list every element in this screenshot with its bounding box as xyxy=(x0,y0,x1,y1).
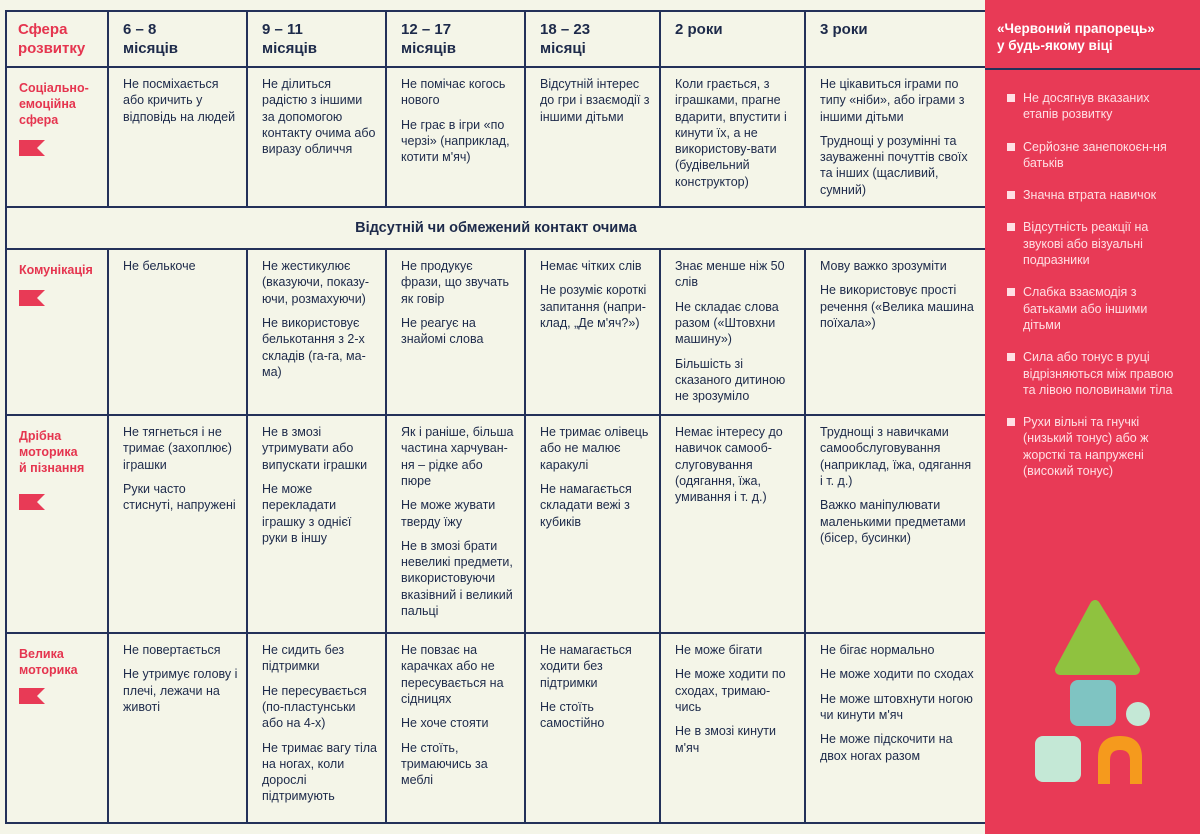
cell-text: Не белькоче xyxy=(123,259,196,274)
header-age-6-8 xyxy=(108,11,247,67)
table-cell xyxy=(660,415,805,633)
cell-text: Коли грається, з іграшками, прагне вдарити, впустити і кинути їх, а не використову-вати (будівельний конструктор) xyxy=(675,77,787,189)
list-item-text: Рухи вільні та гнучкі (низький тонус) або ж жорсткі та напружені (високий тонус) xyxy=(1023,415,1149,479)
cell-text: Не стоїть, тримаючись за меблі xyxy=(401,740,488,788)
table-cell xyxy=(525,633,660,823)
cell-text: Важко маніпулювати маленькими предметами (бісер, бусинки) xyxy=(820,498,966,545)
table-cell xyxy=(805,633,986,823)
bullet-icon xyxy=(1007,418,1015,426)
header-sphere xyxy=(6,11,108,67)
table-cell xyxy=(108,415,247,633)
cell-text: Відсутній інтерес до гри і взаємодії з іншими дітьми xyxy=(540,77,650,124)
list-item-text: Не досягнув вказаних етапів розвитку xyxy=(1023,91,1150,122)
header-age-9-11 xyxy=(247,11,386,67)
table-cell xyxy=(386,633,525,823)
table-cell xyxy=(247,67,386,207)
list-item xyxy=(1007,139,1187,172)
cell-text: Не може ходити по сходах, тримаю-чись xyxy=(675,667,786,714)
cell-text: Не тримає вагу тіла на ногах, коли дорослі підтримують xyxy=(262,740,377,804)
cell-text: Не сидить без підтримки xyxy=(262,643,345,674)
header-age-line2: місяців xyxy=(262,40,317,57)
table-cell xyxy=(386,67,525,207)
table-cell xyxy=(108,633,247,823)
table-cell xyxy=(108,249,247,415)
cell-text: Більшість зі сказаного дитиною не зрозуміло xyxy=(675,356,786,404)
row-label: Соціально- xyxy=(19,81,89,95)
sidebar-title-line2: у будь-якому віці xyxy=(997,38,1113,53)
header-age-line2: місяців xyxy=(401,40,456,57)
table-cell xyxy=(108,67,247,207)
cell-text: Не розуміє короткі запитання (напри-клад, „Де м'яч?») xyxy=(540,283,647,330)
row-label: Комунікація xyxy=(19,263,93,278)
row-label: моторика xyxy=(19,663,78,678)
square-shape xyxy=(1035,736,1081,782)
cell-text: Не реагує на знайомі слова xyxy=(401,315,484,347)
sidebar-divider xyxy=(985,68,1200,70)
cell-text: Не може ходити по сходах xyxy=(820,667,974,682)
table-cell xyxy=(525,415,660,633)
cell-text: Не посміхається або кричить у відповідь на людей xyxy=(123,77,236,124)
table-cell xyxy=(247,633,386,823)
cell-text: Труднощі з навичками самообслуговування (наприклад, їжа, одягання і т. д.) xyxy=(820,425,972,488)
table-cell xyxy=(660,67,805,207)
list-item-text: Значна втрата навичок xyxy=(1023,188,1157,203)
bullet-icon xyxy=(1007,143,1015,151)
header-age-line1: 6 – 8 xyxy=(123,21,157,38)
cell-text: Не може бігати xyxy=(675,643,763,658)
row-label-cell xyxy=(6,249,108,415)
cell-text: Не хоче стояти xyxy=(401,716,489,731)
row-label: й пізнання xyxy=(19,461,85,476)
list-item-text: Відсутність реакції на звукові або візуальні подразники xyxy=(1023,220,1149,268)
cell-text: Не бігає нормально xyxy=(820,643,935,658)
row-label: Дрібна xyxy=(19,429,62,444)
square-shape xyxy=(1070,680,1116,726)
row-fine-motor xyxy=(6,415,986,633)
list-item xyxy=(1007,219,1187,268)
header-age-line1: 2 роки xyxy=(675,21,723,38)
cell-text: Не намагається складати вежі з кубиків xyxy=(540,481,632,529)
row-social-emotional xyxy=(6,67,986,207)
row-label-cell xyxy=(6,415,108,633)
bullet-icon xyxy=(1007,288,1015,296)
cell-text: Не пересувається (по-пластунськи або на 4-х) xyxy=(262,683,367,731)
table-cell xyxy=(805,415,986,633)
red-flag-icon xyxy=(19,494,45,510)
header-age-2-years xyxy=(660,11,805,67)
red-flag-icon xyxy=(19,140,45,156)
list-item xyxy=(1007,414,1187,479)
header-age-3-years xyxy=(805,11,986,67)
cell-text: Не грає в ігри «по черзі» (наприклад, котити м'яч) xyxy=(401,117,510,165)
cell-text: Не в змозі брати невеликі предмети, використовуючи вказівний і великий пальці xyxy=(401,538,513,619)
header-age-line2: місяців xyxy=(123,40,178,57)
circle-shape xyxy=(1126,702,1150,726)
table-cell xyxy=(525,249,660,415)
eye-contact-banner-row xyxy=(6,207,986,249)
table-cell xyxy=(660,249,805,415)
table-cell xyxy=(660,633,805,823)
red-flag-icon xyxy=(19,290,45,306)
cell-text: Не може підскочити на двох ногах разом xyxy=(820,732,953,763)
list-item-text: Сила або тонус в руці відрізняються між правою та лівою половинами тіла xyxy=(1023,350,1174,397)
table-cell xyxy=(386,249,525,415)
cell-text: Не використовує белькотання з 2-х складів (га-га, ма-ма) xyxy=(262,315,366,379)
cell-text: Руки часто стиснуті, напружені xyxy=(123,481,236,513)
table-cell xyxy=(386,415,525,633)
cell-text: Труднощі у розумінні та зауваженні почуттів своїх та інших (щасливий, сумний) xyxy=(820,133,968,197)
table-cell xyxy=(805,249,986,415)
cell-text: Не в змозі кинути м'яч xyxy=(675,724,776,755)
cell-text: Не може жувати тверду їжу xyxy=(401,498,496,529)
row-label: емоційна xyxy=(19,97,76,111)
cell-text: Не складає слова разом («Штовхни машину») xyxy=(675,299,779,347)
cell-text: Не використовує прості речення («Велика машина поїхала») xyxy=(820,283,974,330)
cell-text: Не продукує фрази, що звучать як говір xyxy=(401,259,510,306)
cell-text: Немає чітких слів xyxy=(540,259,642,274)
table-cell xyxy=(247,249,386,415)
list-item xyxy=(1007,284,1187,333)
cell-text: Як і раніше, більша частина харчуван-ня – рідке або пюре xyxy=(401,425,514,488)
row-label: Велика xyxy=(19,647,64,662)
row-label-cell xyxy=(6,633,108,823)
list-item-text: Слабка взаємодія з батьками або іншими дітьми xyxy=(1023,285,1148,332)
cell-text: Не помічає когось нового xyxy=(401,77,506,108)
header-sphere-line2: розвитку xyxy=(18,40,86,57)
header-age-line1: 9 – 11 xyxy=(262,21,303,38)
header-age-18-23 xyxy=(525,11,660,67)
list-item xyxy=(1007,349,1187,398)
header-sphere-line1: Сфера xyxy=(18,21,68,38)
list-item xyxy=(1007,90,1187,123)
red-flag-icon xyxy=(19,688,45,704)
cell-text: Не ділиться радістю з іншими за допомогою контакту очима або виразу обличчя xyxy=(262,77,376,157)
header-row xyxy=(6,11,986,67)
list-item-text: Серйозне занепокоєн-ня батьків xyxy=(1023,139,1167,170)
header-age-line1: 3 роки xyxy=(820,21,868,38)
row-label-cell xyxy=(6,67,108,207)
cell-text: Не цікавиться іграми по типу «ніби», або іграми з іншими дітьми xyxy=(820,77,965,124)
list-item xyxy=(1007,187,1187,203)
cell-text: Не може штовхнути ногою чи кинути м'яч xyxy=(820,691,973,722)
bullet-icon xyxy=(1007,94,1015,102)
cell-text: Не жестикулює (вказуючи, показу-ючи, розмахуючи) xyxy=(262,259,370,306)
cell-text: Не повзає на карачках або не пересувається на сідницях xyxy=(401,643,504,706)
eye-contact-banner: Відсутній чи обмежений контакт очима xyxy=(6,207,986,249)
cell-text: Мову важко зрозуміти xyxy=(820,259,947,274)
row-label: моторика xyxy=(19,445,78,460)
cell-text: Не в змозі утримувати або випускати іграшки xyxy=(262,425,368,472)
arch-shape xyxy=(1098,736,1142,784)
header-age-line2: місяці xyxy=(540,40,586,57)
header-age-line1: 12 – 17 xyxy=(401,21,452,38)
cell-text: Не утримує голову і плечі, лежачи на животі xyxy=(123,667,238,714)
red-flag-sidebar xyxy=(985,0,1200,834)
table-cell xyxy=(805,67,986,207)
cell-text: Не тягнеться і не тримає (захоплює) іграшки xyxy=(123,425,232,472)
header-age-line1: 18 – 23 xyxy=(540,21,591,38)
cell-text: Знає менше ніж 50 слів xyxy=(675,259,785,290)
cell-text: Не намагається ходити без підтримки xyxy=(540,643,632,690)
cell-text: Не може перекладати іграшку з однієї руки в іншу xyxy=(262,481,352,545)
sidebar-title xyxy=(997,20,1192,54)
cell-text: Не стоїть самостійно xyxy=(540,699,605,731)
triangle-shape xyxy=(1060,605,1135,670)
bullet-icon xyxy=(1007,353,1015,361)
table-cell xyxy=(525,67,660,207)
row-gross-motor xyxy=(6,633,986,823)
row-communication xyxy=(6,249,986,415)
cell-text: Не повертається xyxy=(123,643,221,658)
cell-text: Немає інтересу до навичок самооб-слуговування (одягання, їжа, умивання і т. д.) xyxy=(675,425,783,505)
table-cell xyxy=(247,415,386,633)
milestones-table xyxy=(5,10,987,824)
row-label: сфера xyxy=(19,113,59,127)
header-age-12-17 xyxy=(386,11,525,67)
sidebar-title-line1: «Червоний прапорець» xyxy=(997,21,1155,36)
bullet-icon xyxy=(1007,223,1015,231)
decorative-shapes xyxy=(1030,600,1170,800)
cell-text: Не тримає олівець або не малює каракулі xyxy=(540,425,649,472)
bullet-icon xyxy=(1007,191,1015,199)
sidebar-list xyxy=(1007,90,1187,495)
